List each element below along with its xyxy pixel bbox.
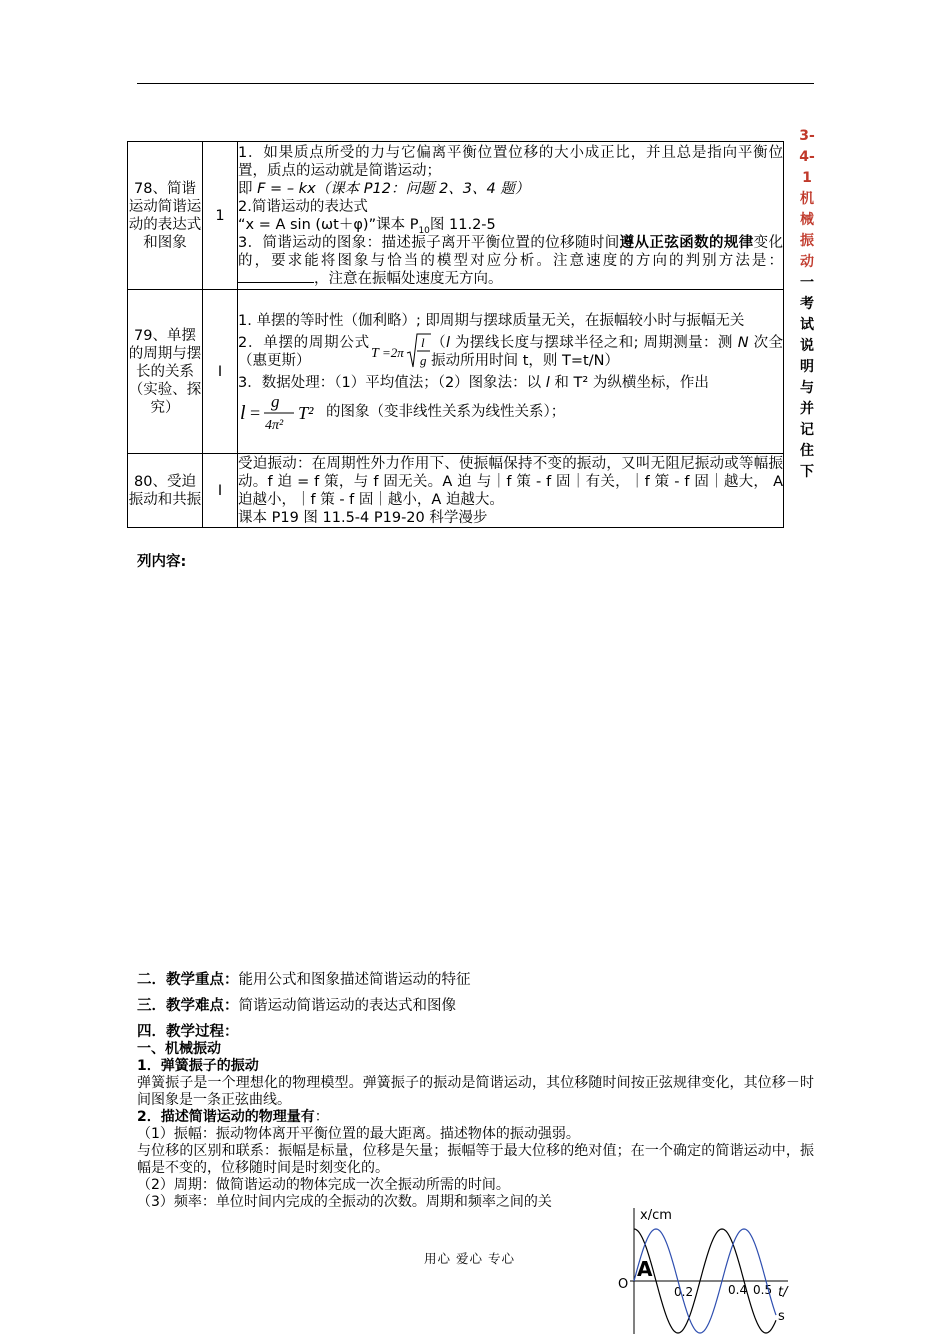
level-cell: Ⅰ	[203, 290, 238, 454]
row78-line1: 1．如果质点所受的力与它偏离平衡位置位移的大小成正比，并且总是指向平衡位置，质点的运动就是简谐运动；	[238, 144, 783, 179]
para-frequency: （3）频率：单位时间内完成的全振动的次数。周期和频率之间的关	[137, 1194, 552, 1210]
section-difficulties: 三．教学难点：简谐运动简谐运动的表达式和图像	[137, 998, 456, 1014]
heading-spring-oscillator: 1．弹簧振子的振动	[137, 1058, 259, 1074]
pendulum-period-formula	[369, 331, 431, 373]
answer-blank	[238, 270, 314, 283]
topic-cell: 78、简谐运动简谐运动的表达式和图象	[128, 142, 203, 290]
table-row	[128, 454, 784, 528]
formula2-lhs: l	[240, 401, 246, 424]
level-cell: Ⅰ	[203, 454, 238, 528]
row79-line3: 3．数据处理：（1）平均值法；（2）图象法：以 l 和 T² 为纵横坐标，作出	[238, 374, 709, 391]
content-cell	[238, 454, 784, 528]
process-body	[137, 1041, 814, 1211]
amplitude-label: A	[637, 1257, 653, 1281]
para-amplitude-vs-displacement: 与位移的区别和联系：振幅是标量，位移是矢量；振幅等于最大位移的绝对值；在一个确定的简谐运动中，振幅是不变的，位移随时间是时刻变化的。	[137, 1143, 814, 1176]
formula2-rhs: T²	[298, 402, 314, 423]
row78-line3: 2.简谐运动的表达式	[238, 198, 368, 215]
row80-para2: 课本 P19 图 11.5-4 P19-20 科学漫步	[238, 509, 488, 526]
x-axis-label-t: t/	[778, 1285, 788, 1300]
table-row	[128, 142, 784, 290]
section-key-points: 二．教学重点：能用公式和图象描述简谐运动的特征	[137, 972, 471, 988]
formula-coef: =2π	[382, 344, 404, 360]
level-cell: 1	[203, 142, 238, 290]
row79-line1: 1. 单摆的等时性（伽利略）; 即周期与摆球质量无关，在振幅较小时与振幅无关	[238, 312, 745, 329]
para-amplitude: （1）振幅：振动物体离开平衡位置的最大距离。描述物体的振动强弱。	[137, 1126, 580, 1142]
y-axis-label: x/cm	[640, 1208, 672, 1223]
header-rule	[137, 83, 814, 84]
row78-line2: 即 F = – kx（课本 P12：问题 2、3、4 题）	[238, 180, 530, 197]
tick-label: 0.5	[753, 1283, 773, 1297]
formula-t: T	[371, 345, 379, 361]
row80-para1: 受迫振动：在周期性外力作用下、使振幅保持不变的振动，又叫无阻尼振动或等幅振动。f 迫 = f 策，与 f 固无关。A 迫 与｜f 策 - f 固｜有关，｜f 策 - f 固｜越大， A 迫越小，｜f 策 - f 固｜越小，A 迫越大。	[238, 455, 783, 508]
row79-line4: l = g 4π² T² 的图象（变非线性关系为线性关系）；	[240, 391, 566, 432]
formula2-num: g	[271, 391, 280, 411]
row79-line2: 2．单摆的周期公式（惠更斯） T =2π l g （l 为摆线长度与摆球半径之和; 周期测量：测 N 次全振动所用时间 t，则 T=t/N）	[238, 330, 783, 374]
x-axis-label-s: s	[778, 1309, 785, 1324]
topic-cell: 80、受迫振动和共振	[128, 454, 203, 528]
heading-mechanical-vibration: 一、机械振动	[137, 1041, 221, 1057]
para-spring-oscillator: 弹簧振子是一个理想化的物理模型。弹簧振子的振动是简谐运动，其位移随时间按正弦规律变化，其位移－时间图象是一条正弦曲线。	[137, 1075, 814, 1108]
length-period-formula	[238, 392, 326, 432]
origin-label: O	[618, 1277, 629, 1292]
side-chapter-label: 3- 4- 1 机 械 振 动 一 考 试 说 明 与 并 记 住 下	[799, 128, 815, 480]
tick-label: 0.2	[674, 1285, 694, 1299]
row78-line4: “x = A sin (ωt＋φ)”课本 $P_{10}$图 11.2-5	[238, 216, 496, 236]
sine-graph	[616, 1202, 796, 1338]
heading-quantities: 2．描述简谐运动的物理量有：	[137, 1109, 329, 1125]
section-process: 四．教学过程：	[137, 1024, 239, 1040]
formula2-den: 4π²	[265, 417, 284, 432]
formula-num: l	[421, 334, 425, 350]
row78-line5: 3．简谐运动的图象：描述振子离开平衡位置的位移随时间遵从正弦函数的规律变化的，要求能将图象与恰当的模型对应分析。注意速度的方向的判别方法是：，注意在振幅处速度无方向。	[238, 234, 784, 287]
list-title: 列内容:	[137, 554, 187, 570]
para-period: （2）周期：做简谐运动的物体完成一次全振动所需的时间。	[137, 1177, 510, 1193]
tick-label: 0.4	[728, 1283, 748, 1297]
table-row	[128, 290, 784, 454]
formula-den: g	[420, 352, 427, 368]
syllabus-table	[127, 141, 784, 528]
content-cell	[238, 142, 784, 290]
page-footer: 用心 爱心 专心	[424, 1251, 515, 1266]
content-cell	[238, 290, 784, 454]
formula2-eq: =	[250, 402, 261, 423]
topic-cell: 79、单摆的周期与摆长的关系（实验、探究）	[128, 290, 203, 454]
